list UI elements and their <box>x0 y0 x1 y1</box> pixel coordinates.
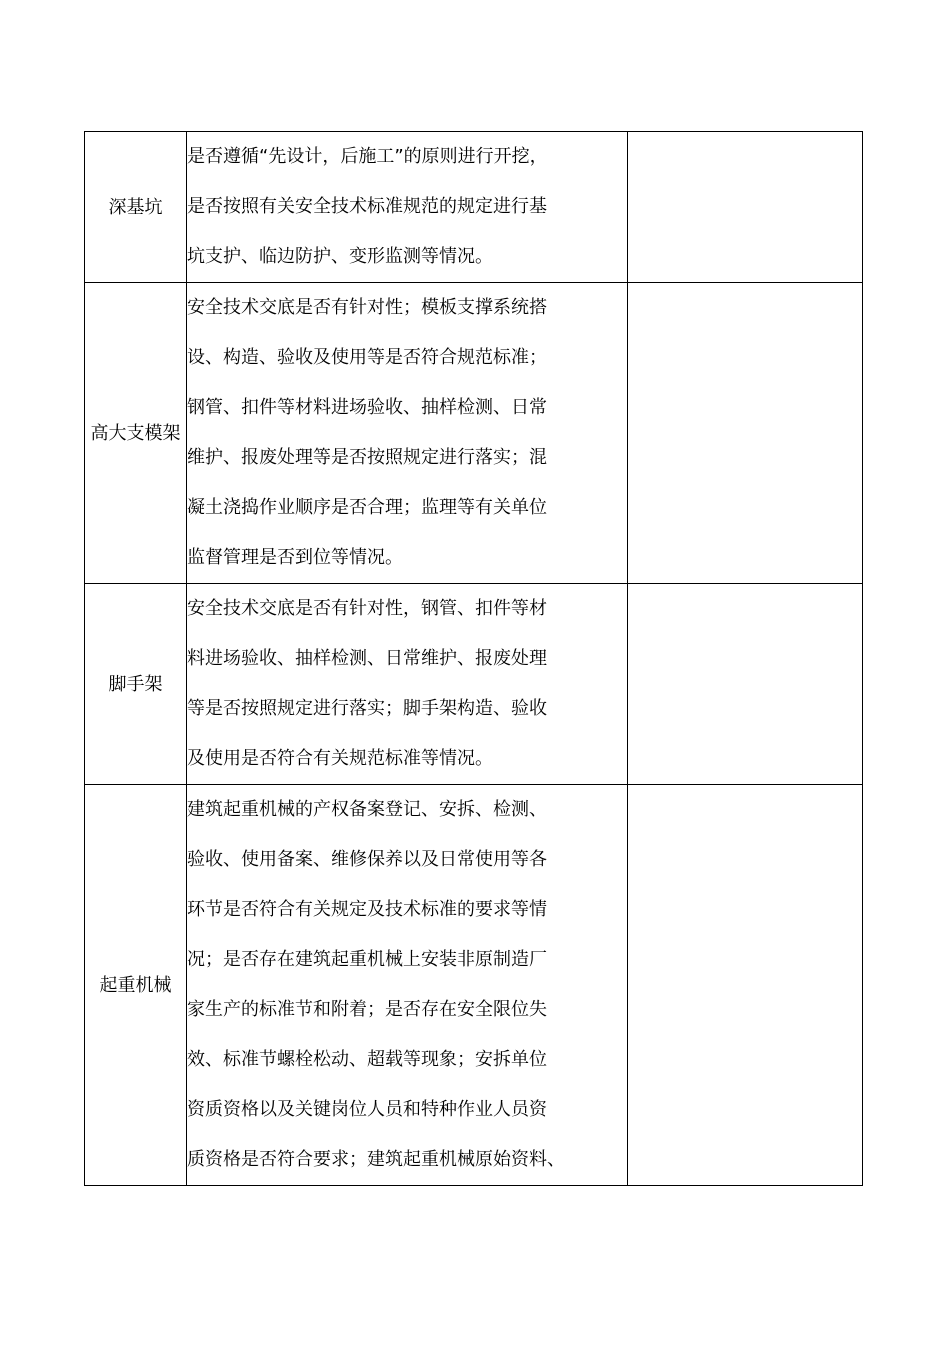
remark-cell <box>628 132 863 283</box>
description-line: 验收、使用备案、维修保养以及日常使用等各 <box>187 849 547 870</box>
description-line: 是否按照有关安全技术标准规范的规定进行基 <box>187 196 547 217</box>
description-line: 家生产的标准节和附着；是否存在安全限位失 <box>187 999 547 1020</box>
description-cell <box>187 283 628 584</box>
description-line: 是否遵循“先设计，后施工”的原则进行开挖， <box>187 146 548 167</box>
description-line: 安全技术交底是否有针对性，钢管、扣件等材 <box>187 598 547 619</box>
remark-cell <box>628 584 863 785</box>
description-line: 料进场验收、抽样检测、日常维护、报废处理 <box>187 648 547 669</box>
table-row <box>85 584 863 785</box>
description-line: 维护、报废处理等是否按照规定进行落实；混 <box>187 447 547 468</box>
remark-cell <box>628 283 863 584</box>
description-line: 等是否按照规定进行落实；脚手架构造、验收 <box>187 698 547 719</box>
description-line: 及使用是否符合有关规范标准等情况。 <box>187 748 493 769</box>
description-line: 资质资格以及关键岗位人员和特种作业人员资 <box>187 1099 547 1120</box>
category-cell: 脚手架 <box>85 584 187 785</box>
remark-cell <box>628 785 863 1186</box>
description-line: 监督管理是否到位等情况。 <box>187 547 403 568</box>
description-cell <box>187 785 628 1186</box>
description-line: 建筑起重机械的产权备案登记、安拆、检测、 <box>187 799 547 820</box>
description-cell <box>187 584 628 785</box>
table-row <box>85 785 863 1186</box>
category-cell: 起重机械 <box>85 785 187 1186</box>
description-line: 效、标准节螺栓松动、超载等现象；安拆单位 <box>187 1049 547 1070</box>
description-cell <box>187 132 628 283</box>
description-line: 钢管、扣件等材料进场验收、抽样检测、日常 <box>187 397 547 418</box>
description-line: 凝土浇捣作业顺序是否合理；监理等有关单位 <box>187 497 547 518</box>
description-line: 环节是否符合有关规定及技术标准的要求等情 <box>187 899 547 920</box>
category-cell: 深基坑 <box>85 132 187 283</box>
table-row <box>85 132 863 283</box>
description-line: 安全技术交底是否有针对性；模板支撑系统搭 <box>187 297 547 318</box>
category-cell: 高大支模架 <box>85 283 187 584</box>
table-row <box>85 283 863 584</box>
inspection-table <box>84 131 863 1186</box>
description-line: 况；是否存在建筑起重机械上安装非原制造厂 <box>187 949 547 970</box>
description-line: 坑支护、临边防护、变形监测等情况。 <box>187 246 493 267</box>
description-line: 设、构造、验收及使用等是否符合规范标准； <box>187 347 547 368</box>
description-line: 质资格是否符合要求；建筑起重机械原始资料、 <box>187 1149 565 1170</box>
